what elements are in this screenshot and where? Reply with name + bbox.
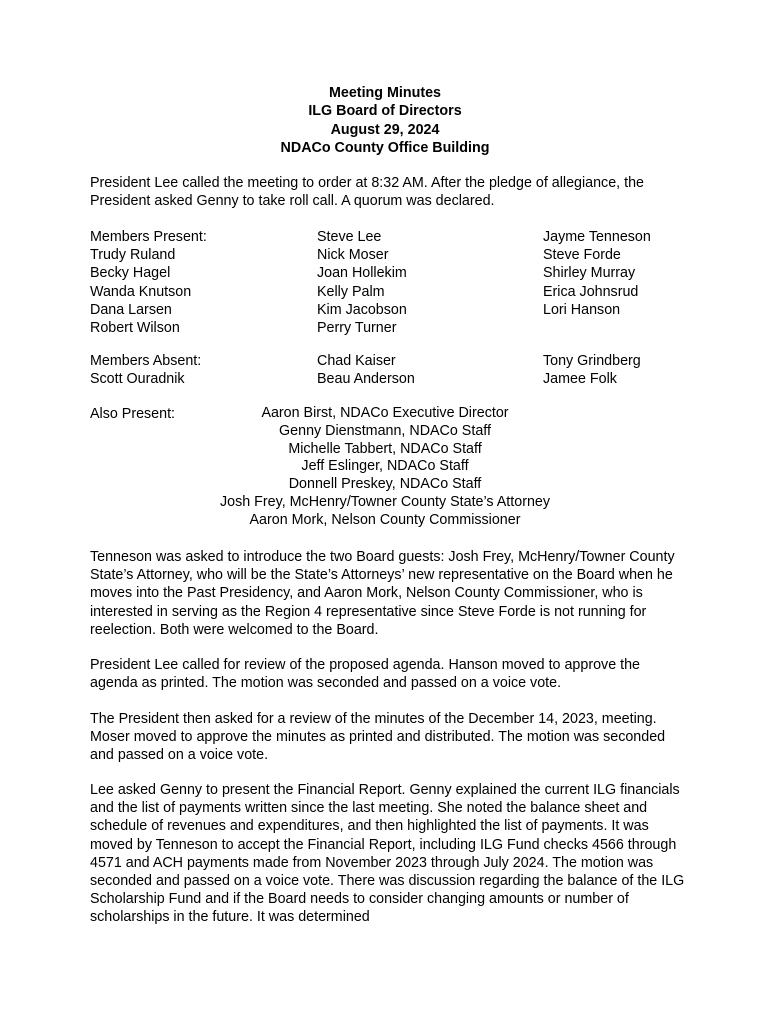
members-absent-col1 bbox=[90, 352, 201, 388]
member-name: Tony Grindberg bbox=[543, 353, 641, 369]
member-name: Scott Ouradnik bbox=[90, 371, 185, 388]
member-name: Dana Larsen bbox=[90, 301, 172, 318]
header-organization: ILG Board of Directors bbox=[308, 103, 462, 120]
financial-paragraph bbox=[90, 781, 690, 927]
document-header bbox=[0, 84, 770, 157]
member-name: Lori Hanson bbox=[543, 301, 621, 318]
minutes-paragraph bbox=[90, 710, 690, 765]
member-name: Kelly Palm bbox=[317, 283, 385, 300]
member-name: Joan Hollekim bbox=[317, 265, 407, 282]
guest-name: Aaron Birst, NDACo Executive Director bbox=[261, 405, 509, 421]
member-name: Beau Anderson bbox=[317, 371, 415, 388]
guest-name: Aaron Mork, Nelson County Commissioner bbox=[249, 511, 521, 528]
paragraph-text: Tenneson was asked to introduce the two Board guests: Josh Frey, McHenry/Towner County State’s Attorney, who will be the State’s Attorneys’ new representative on the Board when he moves into the Past Presidency, and Aaron Mork, Nelson County Commissioner, who is interested in serving as the Region 4 representative since Steve Forde is not running for reelection. Both were welcomed to the Board. bbox=[90, 549, 675, 638]
member-name: Perry Turner bbox=[317, 320, 397, 337]
member-name: Jamee Folk bbox=[543, 371, 617, 388]
members-present-col1 bbox=[90, 228, 207, 337]
guest-name: Josh Frey, McHenry/Towner County State’s Attorney bbox=[219, 493, 551, 510]
intro-text: President Lee called the meeting to order at 8:32 AM. After the pledge of allegiance, the President asked Genny to take roll call. A quorum was declared. bbox=[90, 175, 644, 210]
member-name: Erica Johnsrud bbox=[543, 283, 639, 300]
paragraph-text: The President then asked for a review of the minutes of the December 14, 2023, meeting. Moser moved to approve the minutes as printed and distributed. The motion was seconded and passed on a voice vote. bbox=[90, 711, 666, 764]
member-name: Nick Moser bbox=[317, 247, 389, 264]
members-absent-col2 bbox=[317, 352, 415, 388]
guest-name: Donnell Preskey, NDACo Staff bbox=[288, 476, 482, 493]
header-date: August 29, 2024 bbox=[330, 121, 440, 138]
guest-name: Jeff Eslinger, NDACo Staff bbox=[301, 458, 469, 475]
member-name: Chad Kaiser bbox=[317, 353, 396, 369]
member-name: Kim Jacobson bbox=[317, 301, 407, 318]
guest-name: Genny Dienstmann, NDACo Staff bbox=[279, 422, 491, 439]
members-present-col2 bbox=[317, 228, 407, 337]
member-name: Wanda Knutson bbox=[90, 283, 192, 300]
also-present-label: Also Present: bbox=[90, 406, 176, 422]
member-name: Steve Forde bbox=[543, 247, 621, 264]
members-present-label: Members Present: bbox=[90, 229, 207, 245]
intro-paragraph bbox=[90, 174, 690, 210]
guests-paragraph bbox=[90, 548, 690, 639]
members-absent-label: Members Absent: bbox=[90, 353, 202, 369]
guest-name: Michelle Tabbert, NDACo Staff bbox=[288, 440, 482, 457]
agenda-paragraph bbox=[90, 656, 690, 692]
paragraph-text: President Lee called for review of the proposed agenda. Hanson moved to approve the agenda as printed. The motion was seconded and passed on a voice vote. bbox=[90, 657, 640, 692]
member-name: Jayme Tenneson bbox=[543, 229, 651, 245]
also-present-list bbox=[0, 405, 770, 530]
members-absent-col3 bbox=[543, 352, 641, 388]
header-location: NDACo County Office Building bbox=[280, 139, 490, 156]
members-present-col3 bbox=[543, 228, 651, 319]
member-name: Trudy Ruland bbox=[90, 247, 176, 264]
header-title: Meeting Minutes bbox=[329, 85, 441, 101]
member-name: Shirley Murray bbox=[543, 265, 636, 282]
member-name: Steve Lee bbox=[317, 229, 382, 245]
member-name: Becky Hagel bbox=[90, 265, 171, 282]
paragraph-text: Lee asked Genny to present the Financial Report. Genny explained the current ILG financials and the list of payments written since the last meeting. She noted the balance sheet and schedule of revenues and expenditures, and then highlighted the list of payments. It was moved by Tenneson to accept the Financial Report, including ILG Fund checks 4566 through 4571 and ACH payments made from November 2023 through July 2024. The motion was seconded and passed on a voice vote. There was discussion regarding the balance of the ILG Scholarship Fund and if the Board needs to consider changing amounts or number of scholarships in the future. It was determined bbox=[90, 782, 685, 926]
member-name: Robert Wilson bbox=[90, 320, 180, 337]
